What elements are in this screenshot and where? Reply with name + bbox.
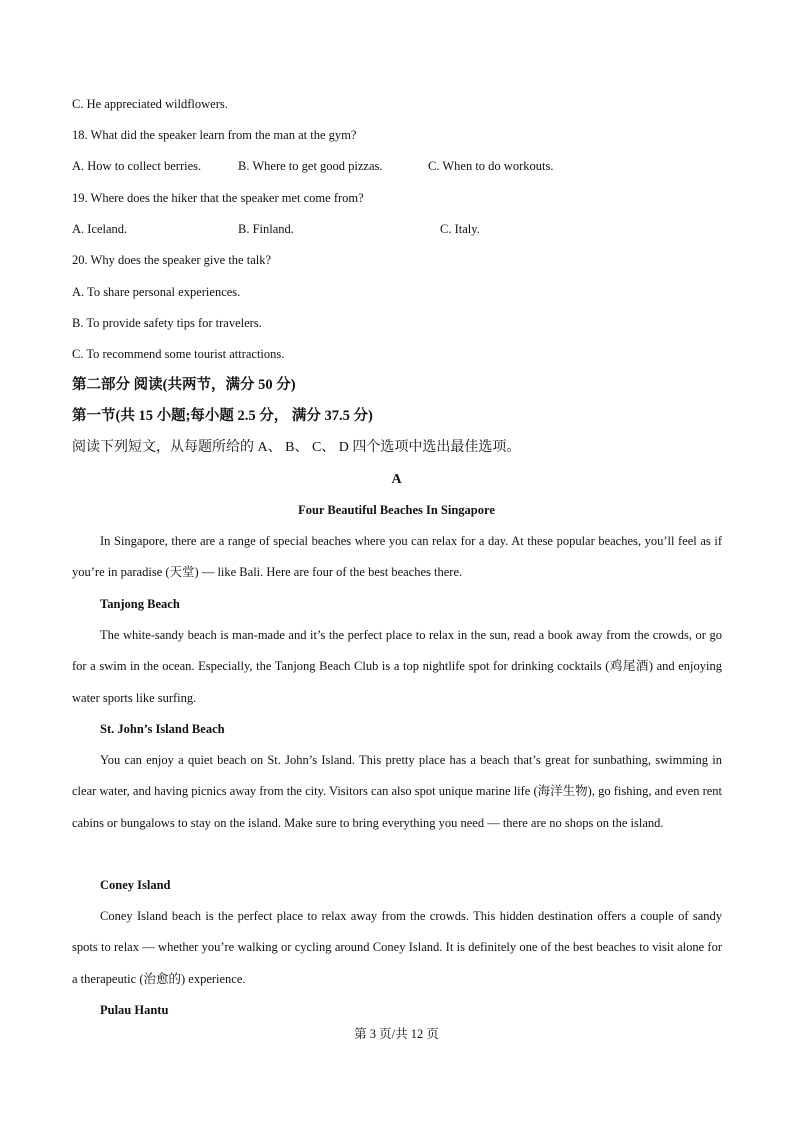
- q18-option-a: A. How to collect berries.: [72, 159, 202, 173]
- beach-text-tanjong: The white-sandy beach is man-made and it’s the perfect place to relax in the sun, read a book away from the crowds, or go for a swim in the ocean. Especially, the Tanjong Beach Club is a top nightlife spot for drinking cocktails (鸡尾酒) and enjoying water sports like surfing.: [72, 628, 722, 705]
- page-number: 第 3 页/共 12 页: [354, 1027, 439, 1041]
- q20-option-a: A. To share personal experiences.: [72, 285, 241, 299]
- beach-heading-pulau-hantu: Pulau Hantu: [100, 1003, 169, 1017]
- q18-question: 18. What did the speaker learn from the man at the gym?: [72, 128, 357, 142]
- beach-paragraph-st-johns: [72, 745, 722, 839]
- beach-paragraph-tanjong: [72, 620, 722, 714]
- section-title: 第一节(共 15 小题;每小题 2.5 分， 满分 37.5 分): [72, 408, 373, 424]
- beach-heading-st-johns: St. John’s Island Beach: [100, 722, 225, 736]
- passage-title: Four Beautiful Beaches In Singapore: [298, 503, 495, 517]
- q17-option-c: C. He appreciated wildflowers.: [72, 97, 228, 111]
- q19-option-b: B. Finland.: [238, 222, 294, 236]
- instructions: 阅读下列短文，从每题所给的 A、 B、 C、 D 四个选项中选出最佳选项。: [72, 440, 521, 455]
- beach-heading-tanjong: Tanjong Beach: [100, 597, 180, 611]
- intro-text: In Singapore, there are a range of special beaches where you can relax for a day. At these popular beaches, you’ll feel as if you’re in paradise (天堂) — like Bali. Here are four of the best beaches there.: [72, 534, 722, 580]
- beach-text-coney: Coney Island beach is the perfect place to relax away from the crowds. This hidden destination offers a couple of sandy spots to relax — whether you’re walking or cycling around Coney Island. It is definitely one of the best beaches to visit alone for a therapeutic (治愈的) experience.: [72, 909, 722, 986]
- beach-paragraph-coney: [72, 901, 722, 995]
- q19-option-a: A. Iceland.: [72, 222, 128, 236]
- q19-question: 19. Where does the hiker that the speaker met come from?: [72, 191, 364, 205]
- q19-option-c: C. Italy.: [440, 222, 480, 236]
- q20-question: 20. Why does the speaker give the talk?: [72, 253, 272, 267]
- q20-option-c: C. To recommend some tourist attractions.: [72, 347, 285, 361]
- beach-text-st-johns: You can enjoy a quiet beach on St. John’s Island. This pretty place has a beach that’s great for sunbathing, swimming in clear water, and having picnics away from the city. Visitors can also spot unique marine life (海洋生物), go fishing, and even rent cabins or bungalows to stay on the island. Make sure to bring everything you need — there are no shops on the island.: [72, 753, 722, 830]
- q18-option-c: C. When to do workouts.: [428, 159, 554, 173]
- intro-paragraph: [72, 526, 722, 589]
- q18-option-b: B. Where to get good pizzas.: [238, 159, 383, 173]
- part-title: 第二部分 阅读(共两节，满分 50 分): [72, 377, 296, 393]
- beach-heading-coney: Coney Island: [100, 878, 171, 892]
- q20-option-b: B. To provide safety tips for travelers.: [72, 316, 262, 330]
- passage-letter: A: [391, 472, 402, 487]
